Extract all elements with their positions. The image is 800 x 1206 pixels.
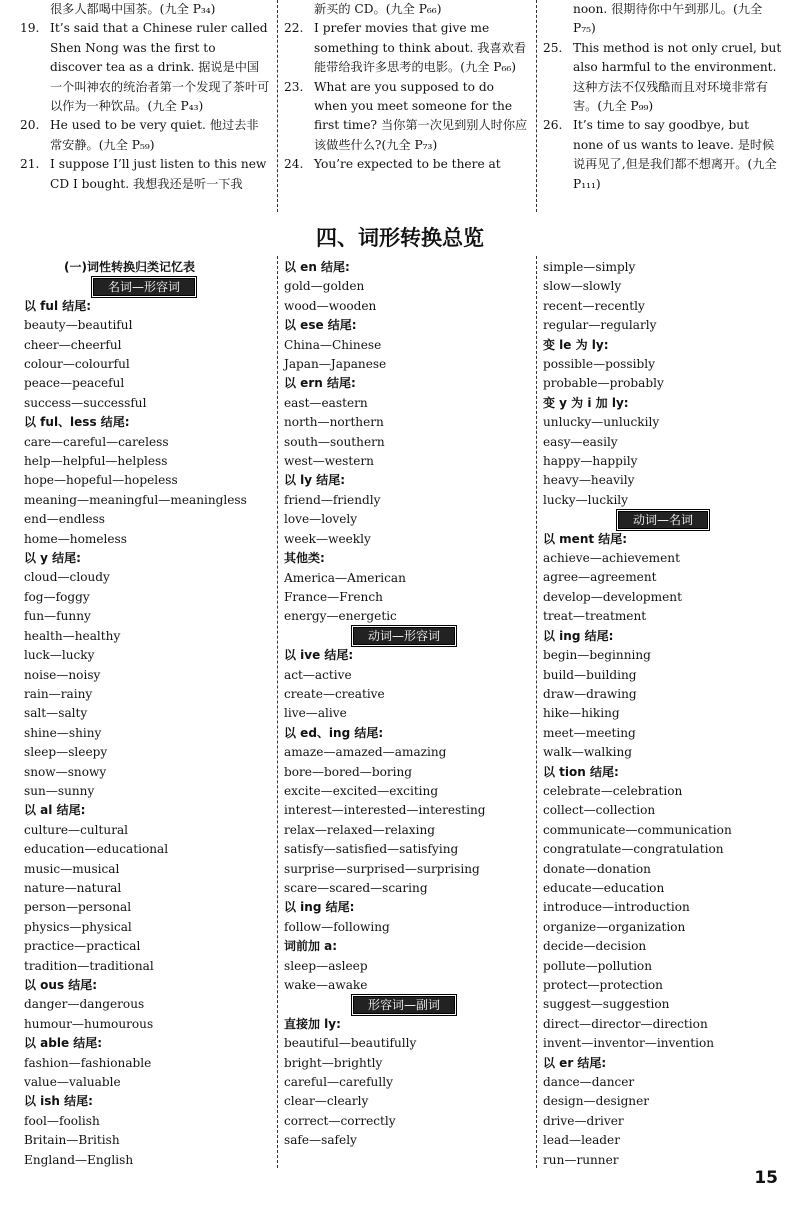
word-pair: help—helpful—helpless bbox=[24, 454, 168, 469]
word-pair: surprise—surprised—surprising bbox=[284, 861, 480, 876]
word-pair: live—alive bbox=[284, 706, 347, 721]
category-label: 动词—名词 bbox=[618, 511, 708, 529]
word-pair: practice—practical bbox=[24, 939, 141, 954]
suffix-rule-heading bbox=[24, 413, 264, 432]
word-pair: treat—treatment bbox=[543, 609, 647, 624]
word-pair: culture—cultural bbox=[24, 822, 129, 837]
suffix-rule-heading bbox=[284, 1015, 524, 1034]
suffix-rule-heading bbox=[284, 374, 524, 393]
example-sentence-24: 24. You’re expected to be there at bbox=[284, 157, 501, 172]
word-pair: luck—lucky bbox=[24, 648, 95, 663]
word-pair: gold—golden bbox=[284, 279, 365, 294]
word-pair: energy—energetic bbox=[284, 609, 397, 624]
word-pair: sun—sunny bbox=[24, 783, 95, 798]
word-pair: possible—possibly bbox=[543, 357, 655, 372]
word-pair: suggest—suggestion bbox=[543, 997, 670, 1012]
word-pair: create—creative bbox=[284, 686, 385, 701]
word-pair: act—active bbox=[284, 667, 352, 682]
word-pair: sleep—sleepy bbox=[24, 745, 108, 760]
suffix-rule-text: 词前加 a: bbox=[284, 939, 338, 954]
word-pair: interest—interested—interesting bbox=[284, 803, 486, 818]
word-pair: bright—brightly bbox=[284, 1055, 383, 1070]
word-pair: probable—probably bbox=[543, 376, 664, 391]
suffix-rule-text: 以 y 结尾: bbox=[24, 551, 81, 566]
word-pair: draw—drawing bbox=[543, 686, 637, 701]
example-sentence-25: 25. This method is not only cruel, but also harmful to the environment. 这种方法不仅残酷而且对环境非常有害。(九全 P₉₉) bbox=[543, 40, 782, 114]
category-label-box bbox=[543, 510, 783, 529]
example-sentence-19: 19. It’s said that a Chinese ruler called Shen Nong was the first to discover tea as a drink. 据说是中国一个叫神农的统治者第一个发现了茶叶可以作为一种饮品。(九全 P₄₃) bbox=[20, 21, 270, 114]
word-pair: America—American bbox=[284, 570, 406, 585]
word-pair: south—southern bbox=[284, 434, 385, 449]
word-pair: communicate—communication bbox=[543, 822, 732, 837]
suffix-rule-text: 以 ese 结尾: bbox=[284, 318, 357, 333]
word-pair: unlucky—unluckily bbox=[543, 415, 660, 430]
word-pair: meet—meeting bbox=[543, 725, 636, 740]
word-pair: simple—simply bbox=[543, 260, 636, 274]
word-pair: congratulate—congratulation bbox=[543, 842, 724, 857]
category-label-box bbox=[24, 277, 264, 296]
examples-column-3 bbox=[543, 0, 783, 194]
word-pair: correct—correctly bbox=[284, 1113, 396, 1128]
column-divider bbox=[277, 0, 278, 212]
suffix-rule-text: 变 y 为 i 加 ly: bbox=[543, 395, 629, 410]
suffix-rule-heading bbox=[284, 898, 524, 917]
section-title: 四、词形转换总览 bbox=[316, 226, 484, 250]
suffix-rule-text: 变 le 为 ly: bbox=[543, 337, 609, 352]
word-pair: home—homeless bbox=[24, 531, 127, 546]
word-pair: fun—funny bbox=[24, 609, 91, 624]
word-pair: Japan—Japanese bbox=[284, 357, 387, 372]
word-pair: love—lovely bbox=[284, 512, 358, 527]
word-pair: design—designer bbox=[543, 1094, 650, 1109]
word-pair: begin—beginning bbox=[543, 648, 651, 663]
suffix-rule-heading bbox=[284, 316, 524, 335]
word-pair: danger—dangerous bbox=[24, 997, 145, 1012]
word-pair: lead—leader bbox=[543, 1133, 620, 1148]
suffix-rule-text: 以 ful、less 结尾: bbox=[24, 415, 130, 430]
suffix-rule-text: 以 ous 结尾: bbox=[24, 978, 98, 993]
word-pair: peace—peaceful bbox=[24, 376, 125, 391]
suffix-rule-heading bbox=[543, 394, 783, 413]
suffix-rule-heading bbox=[24, 801, 264, 820]
word-pair: friend—friendly bbox=[284, 492, 381, 507]
word-pair: achieve—achievement bbox=[543, 551, 680, 566]
suffix-rule-text: 以 ment 结尾: bbox=[543, 531, 628, 546]
subsection-title: (一)词性转换归类记忆表 bbox=[64, 260, 195, 274]
word-pair: China—Chinese bbox=[284, 337, 382, 352]
word-pair: shine—shiny bbox=[24, 725, 102, 740]
suffix-rule-text: 以 ing 结尾: bbox=[284, 900, 355, 915]
word-pair: fog—foggy bbox=[24, 589, 90, 604]
suffix-rule-text: 直接加 ly: bbox=[284, 1016, 341, 1031]
word-pair: nature—natural bbox=[24, 880, 122, 895]
word-pair: fool—foolish bbox=[24, 1113, 100, 1128]
suffix-rule-heading bbox=[24, 976, 264, 995]
suffix-rule-heading bbox=[24, 549, 264, 568]
suffix-rule-heading bbox=[284, 471, 524, 490]
word-pair: direct—director—direction bbox=[543, 1016, 708, 1031]
suffix-rule-text: 以 al 结尾: bbox=[24, 803, 86, 818]
word-pair: physics—physical bbox=[24, 919, 132, 934]
word-pair: music—musical bbox=[24, 861, 120, 876]
word-table-column-1 bbox=[24, 258, 264, 1170]
example-sentence-20: 20. He used to be very quiet. 他过去非常安静。(九全 P₅₉) bbox=[20, 118, 259, 152]
word-pair: organize—organization bbox=[543, 919, 686, 934]
word-pair: careful—carefully bbox=[284, 1075, 393, 1090]
example-sentence-21: 21. I suppose I’ll just listen to this new CD I bought. 我想我还是听一下我 bbox=[20, 157, 267, 191]
example-sentences-section bbox=[0, 0, 800, 215]
suffix-rule-heading bbox=[24, 1034, 264, 1053]
word-pair: celebrate—celebration bbox=[543, 783, 683, 798]
suffix-rule-heading bbox=[543, 530, 783, 549]
word-pair: noise—noisy bbox=[24, 667, 101, 682]
suffix-rule-text: 以 ing 结尾: bbox=[543, 628, 614, 643]
word-pair: east—eastern bbox=[284, 395, 368, 410]
word-pair: bore—bored—boring bbox=[284, 764, 413, 779]
word-pair: person—personal bbox=[24, 900, 132, 915]
word-pair: amaze—amazed—amazing bbox=[284, 745, 447, 760]
suffix-rule-text: 以 ed、ing 结尾: bbox=[284, 725, 384, 740]
example-sentence-22: 22. I prefer movies that give me something to think about. 我喜欢看能带给我许多思考的电影。(九全 P₆₆) bbox=[284, 21, 527, 75]
word-pair: cheer—cheerful bbox=[24, 337, 122, 352]
category-label: 名词—形容词 bbox=[93, 278, 195, 296]
word-pair: run—runner bbox=[543, 1152, 619, 1167]
example-sentence-26: 26. It’s time to say goodbye, but none of us wants to leave. 是时候说再见了,但是我们都不想离开。(九全 P₁₁₁) bbox=[543, 118, 777, 191]
word-pair: France—French bbox=[284, 589, 383, 604]
example-sentence-continued: 很多人都喝中国茶。(九全 P₃₄) bbox=[50, 2, 216, 16]
word-pair: invent—inventor—invention bbox=[543, 1036, 715, 1051]
word-pair: rain—rainy bbox=[24, 686, 93, 701]
word-pair: easy—easily bbox=[543, 434, 618, 449]
word-pair: fashion—fashionable bbox=[24, 1055, 152, 1070]
word-pair: educate—education bbox=[543, 880, 665, 895]
suffix-rule-heading bbox=[543, 1054, 783, 1073]
word-pair: hike—hiking bbox=[543, 706, 620, 721]
word-pair: dance—dancer bbox=[543, 1075, 635, 1090]
category-label-box bbox=[284, 995, 524, 1014]
word-pair: heavy—heavily bbox=[543, 473, 635, 488]
word-pair: Britain—British bbox=[24, 1133, 120, 1148]
word-pair: collect—collection bbox=[543, 803, 656, 818]
word-pair: tradition—traditional bbox=[24, 958, 154, 973]
word-pair: snow—snowy bbox=[24, 764, 107, 779]
suffix-rule-text: 以 ive 结尾: bbox=[284, 648, 354, 663]
suffix-rule-text: 以 tion 结尾: bbox=[543, 764, 619, 779]
column-divider bbox=[536, 256, 537, 1168]
word-pair: excite—excited—exciting bbox=[284, 783, 439, 798]
word-pair: recent—recently bbox=[543, 298, 645, 313]
word-pair: England—English bbox=[24, 1152, 134, 1167]
word-pair: walk—walking bbox=[543, 745, 633, 760]
suffix-rule-heading bbox=[24, 1092, 264, 1111]
word-pair: cloud—cloudy bbox=[24, 570, 110, 585]
category-label: 形容词—副词 bbox=[353, 996, 455, 1014]
word-pair: success—successful bbox=[24, 395, 147, 410]
word-pair: happy—happily bbox=[543, 454, 638, 469]
word-pair: value—valuable bbox=[24, 1075, 121, 1090]
word-pair: safe—safely bbox=[284, 1133, 357, 1148]
word-pair: lucky—luckily bbox=[543, 492, 629, 507]
word-pair: decide—decision bbox=[543, 939, 647, 954]
category-label-box bbox=[284, 627, 524, 646]
word-pair: beauty—beautiful bbox=[24, 318, 133, 333]
word-pair: salt—salty bbox=[24, 706, 88, 721]
word-pair: wood—wooden bbox=[284, 298, 377, 313]
word-pair: wake—awake bbox=[284, 978, 368, 993]
word-pair: scare—scared—scaring bbox=[284, 880, 428, 895]
suffix-rule-heading bbox=[24, 297, 264, 316]
word-pair: clear—clearly bbox=[284, 1094, 369, 1109]
word-pair: meaning—meaningful—meaningless bbox=[24, 492, 247, 507]
suffix-rule-text: 其他类: bbox=[284, 551, 325, 566]
word-pair: health—healthy bbox=[24, 628, 121, 643]
word-pair: week—weekly bbox=[284, 531, 371, 546]
suffix-rule-heading bbox=[284, 549, 524, 568]
examples-column-2 bbox=[284, 0, 529, 175]
word-pair: care—careful—careless bbox=[24, 434, 169, 449]
suffix-rule-heading bbox=[284, 724, 524, 743]
word-pair: humour—humourous bbox=[24, 1016, 154, 1031]
word-pair: slow—slowly bbox=[543, 279, 622, 294]
word-table-column-2 bbox=[284, 258, 524, 1151]
suffix-rule-heading bbox=[284, 646, 524, 665]
word-pair: education—educational bbox=[24, 842, 169, 857]
word-pair: west—western bbox=[284, 454, 374, 469]
word-pair: protect—protection bbox=[543, 978, 663, 993]
suffix-rule-heading bbox=[284, 258, 524, 277]
suffix-rule-text: 以 ly 结尾: bbox=[284, 473, 346, 488]
word-pair: hope—hopeful—hopeless bbox=[24, 473, 178, 488]
example-sentence-continued: 新买的 CD。(九全 P₆₆) bbox=[314, 2, 442, 16]
suffix-rule-heading bbox=[284, 937, 524, 956]
word-pair: introduce—introduction bbox=[543, 900, 690, 915]
word-pair: develop—development bbox=[543, 589, 682, 604]
word-pair: north—northern bbox=[284, 415, 384, 430]
column-divider bbox=[277, 256, 278, 1168]
word-table-column-3 bbox=[543, 258, 783, 1170]
word-pair: regular—regularly bbox=[543, 318, 657, 333]
suffix-rule-heading bbox=[543, 627, 783, 646]
word-pair: donate—donation bbox=[543, 861, 651, 876]
word-pair: agree—agreement bbox=[543, 570, 657, 585]
word-pair: satisfy—satisfied—satisfying bbox=[284, 842, 459, 857]
example-sentence-23: 23. What are you supposed to do when you meet someone for the first time? 当你第一次见到别人时你应该做些什么?(九全 P₇₃) bbox=[284, 79, 528, 152]
word-pair: end—endless bbox=[24, 512, 105, 527]
word-pair: relax—relaxed—relaxing bbox=[284, 822, 435, 837]
word-pair: build—building bbox=[543, 667, 637, 682]
example-sentence-continued: noon. 很期待你中午到那儿。(九全 P₇₅) bbox=[573, 2, 763, 36]
suffix-rule-text: 以 ern 结尾: bbox=[284, 376, 356, 391]
suffix-rule-text: 以 ish 结尾: bbox=[24, 1094, 93, 1109]
column-divider bbox=[536, 0, 537, 212]
suffix-rule-text: 以 ful 结尾: bbox=[24, 298, 92, 313]
word-pair: beautiful—beautifully bbox=[284, 1036, 417, 1051]
suffix-rule-text: 以 er 结尾: bbox=[543, 1055, 607, 1070]
suffix-rule-heading bbox=[543, 763, 783, 782]
category-label: 动词—形容词 bbox=[353, 627, 455, 645]
word-pair: pollute—pollution bbox=[543, 958, 653, 973]
word-pair: follow—following bbox=[284, 919, 390, 934]
suffix-rule-heading bbox=[543, 336, 783, 355]
suffix-rule-text: 以 able 结尾: bbox=[24, 1036, 103, 1051]
page-number: 15 bbox=[754, 1168, 778, 1188]
word-pair: sleep—asleep bbox=[284, 958, 368, 973]
suffix-rule-text: 以 en 结尾: bbox=[284, 260, 350, 274]
examples-column-1 bbox=[20, 0, 270, 194]
word-pair: drive—driver bbox=[543, 1113, 624, 1128]
word-pair: colour—colourful bbox=[24, 357, 130, 372]
